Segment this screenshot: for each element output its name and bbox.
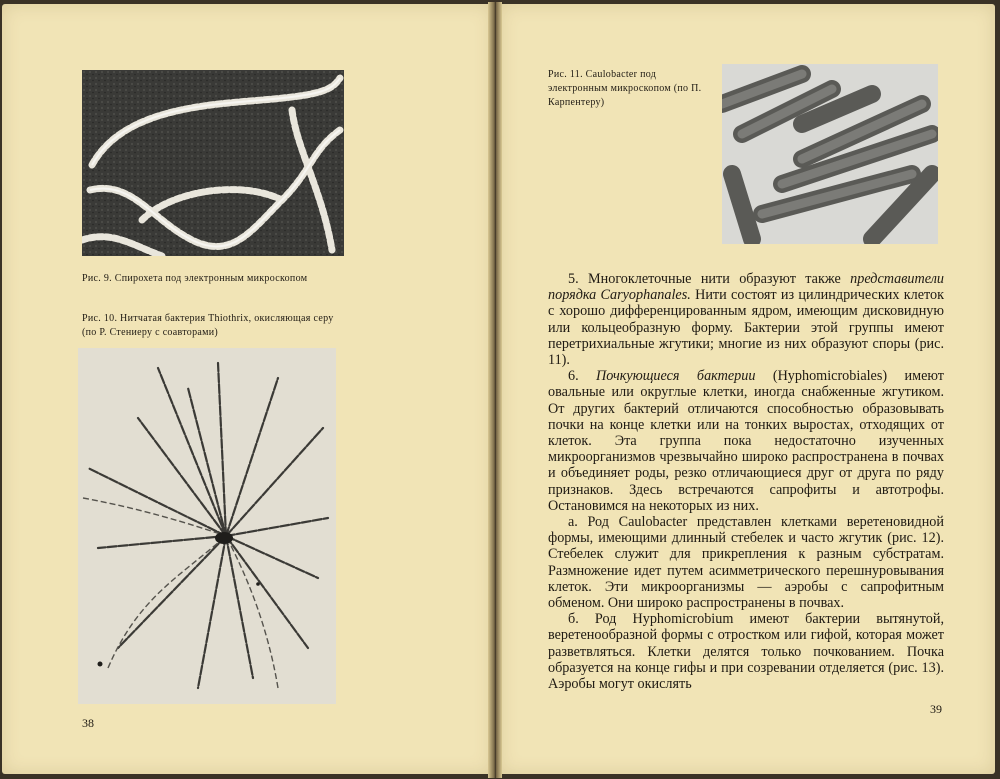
page-number-right: 39 bbox=[930, 702, 942, 716]
figure-10-caption: Рис. 10. Нитчатая бактерия Thiothrix, окисляющая серу (по Р. Стениеру с соавторами) bbox=[82, 313, 334, 338]
paragraph-caryophanales: 5. Многоклеточные нити образуют также представители порядка Caryophanales. Нити состоят из цилиндрических клеток с хорошо дифференцированным ядром, имеющим дисковидную или кольцеобразную форму. Бактерии этой группы имеют перетрихиальные жгутики; многие из них образуют споры (рис. 11). bbox=[548, 271, 944, 369]
book-gutter bbox=[488, 2, 502, 778]
paragraph-hyphomicrobiales: 6. Почкующиеся бактерии (Hyphomicrobiales) имеют овальные или округлые клетки, иногда снабженные жгутиком. От других бактерий отличаются способностью образовывать почки на конце клетки или на тонких выростах, отходящих от клеток. Эта группа пока недостаточно изученных микроорганизмов чрезвычайно широко распространена в почвах и объединяет роды, резко отличающиеся друг от друга по ряду признаков. Здесь встречаются сапрофиты и автотрофы. Остановимся на некоторых из них. bbox=[548, 368, 944, 514]
figure-9-caption: Рис. 9. Спирохета под электронным микроскопом bbox=[82, 273, 308, 284]
page-number-left: 38 bbox=[82, 716, 94, 730]
paragraph-hyphomicrobium: б. Род Hyphomicrobium имеют бактерии вытянутой, веретенообразной формы с отростком или гифой, которая может разветвляться. Клетки делятся только почкованием. Почка образуется на конце гифы и при созревании отделяется (рис. 13). Аэробы могут окислять bbox=[548, 611, 944, 693]
paragraph-caulobacter: а. Род Caulobacter представлен клетками веретеновидной формы, имеющими длинный стебелек и часто жгутик (рис. 12). Стебелек служит для прикрепления к разным субстратам. Размножение идет путем асимметрического перешнуровывания клеток. Эти микроорганизмы — аэробы с сапрофитным обменом. Они широко распространены в почвах. bbox=[548, 514, 944, 612]
figure-11-caption: Рис. 11. Caulobacter под электронным микроскопом (по П. Карпентеру) bbox=[548, 69, 702, 108]
body-text bbox=[548, 271, 944, 692]
figure-10-photo bbox=[78, 348, 336, 704]
figure-11-photo bbox=[722, 64, 938, 244]
figure-9-photo bbox=[82, 70, 344, 256]
